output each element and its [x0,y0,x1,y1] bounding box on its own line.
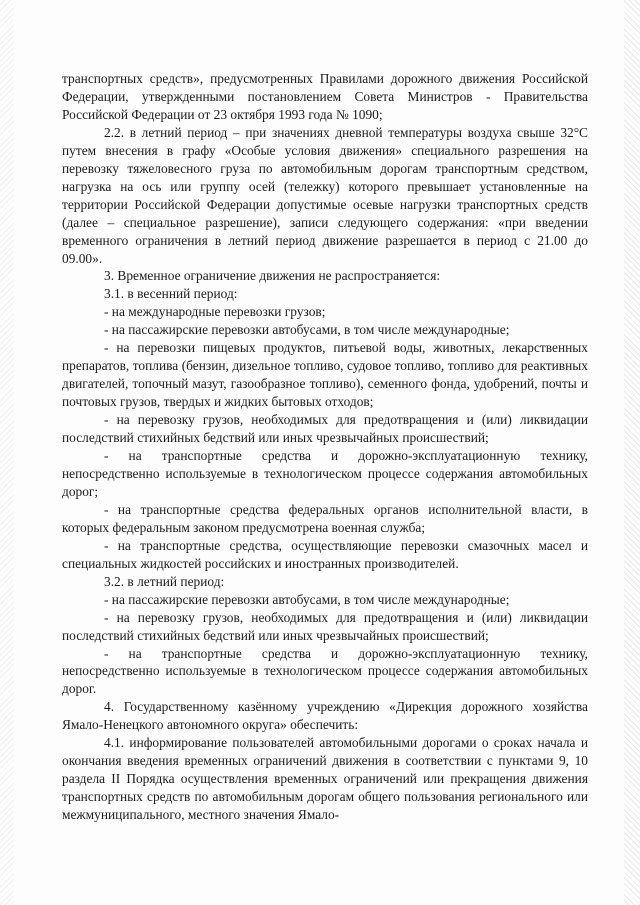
paragraph-4-1: 4.1. информирование пользователей автомобильными дорогами о сроках начала и окончания введения временных ограничений движения в соответствии с пунктами 9, 10 раздела II Порядка осуществления временных ограничений или прекращения движения транспортных средств по автомобильным дорогам общего пользования регионального или межмуниципального, местного значения Ямало- [62,735,588,823]
paragraph-transport-continuation: транспортных средств», предусмотренных Правилами дорожного движения Российской Федерации, утвержденными постановлением Совета Министров - Правительства Российской Федерации от 23 октября 1993 года № 1090; [62,71,588,122]
list-item-federal-vehicles: - на транспортные средства федеральных органов исполнительной власти, в которых федеральным законом предусмотрена военная служба; [62,501,588,535]
list-item-passenger-buses-summer: - на пассажирские перевозки автобусами, в том числе международные; [104,591,510,607]
list-item-emergency-cargo: - на перевозку грузов, необходимых для предотвращения и (или) ликвидации последствий стихийных бедствий или иных чрезвычайных происшествий; [62,412,588,446]
paragraph-3: 3. Временное ограничение движения не распространяется: [104,268,441,284]
paragraph-2-2: 2.2. в летний период – при значениях дневной температуры воздуха свыше 32°С путем внесения в графу «Особые условия движения» специального разрешения на перевозку тяжеловесного груза по автомобильным дорогам транспортным средством, нагрузка на ось или группу осей (тележку) которого превышает установленные на территории Российской Федерации допустимые осевые нагрузки транспортных средств (далее – специальное разрешение), записи следующего содержания: «при введении временного ограничения в летний период движение разрешается в период с 21.00 до 09.00». [62,124,588,266]
paragraph-4: 4. Государственному казённому учреждению «Дирекция дорожного хозяйства Ямало-Ненецкого автономного округа» обеспечить: [62,699,588,733]
list-item-emergency-cargo-summer: - на перевозку грузов, необходимых для предотвращения и (или) ликвидации последствий стихийных бедствий или иных чрезвычайных происшествий; [62,609,588,643]
list-item-lubricants: - на транспортные средства, осуществляющие перевозки смазочных масел и специальных жидкостей российских и иностранных производителей. [62,537,588,571]
paragraph-3-2: 3.2. в летний период: [104,573,225,589]
paragraph-3-1: 3.1. в весенний период: [104,286,238,302]
scan-edge-right [624,0,640,905]
list-item-international-cargo: - на международные перевозки грузов; [104,304,326,320]
list-item-passenger-buses: - на пассажирские перевозки автобусами, в том числе международные; [104,322,510,338]
list-item-road-maintenance: - на транспортные средства и дорожно-эксплуатационную технику, непосредственно используемые в технологическом процессе содержания автомобильных дорог; [62,448,588,499]
list-item-road-maintenance-summer: - на транспортные средства и дорожно-эксплуатационную технику, непосредственно используемые в технологическом процессе содержания автомобильных дорог. [62,645,588,697]
list-item-food-transport: - на перевозки пищевых продуктов, питьевой воды, животных, лекарственных препаратов, топлива (бензин, дизельное топливо, судовое топливо, топливо для реактивных двигателей, топочный мазут, газообразное топливо), семенного фонда, удобрений, почты и почтовых грузов, твердых и жидких бытовых отходов; [62,340,588,410]
document-body [62,70,588,824]
scan-edge-left [0,0,14,905]
